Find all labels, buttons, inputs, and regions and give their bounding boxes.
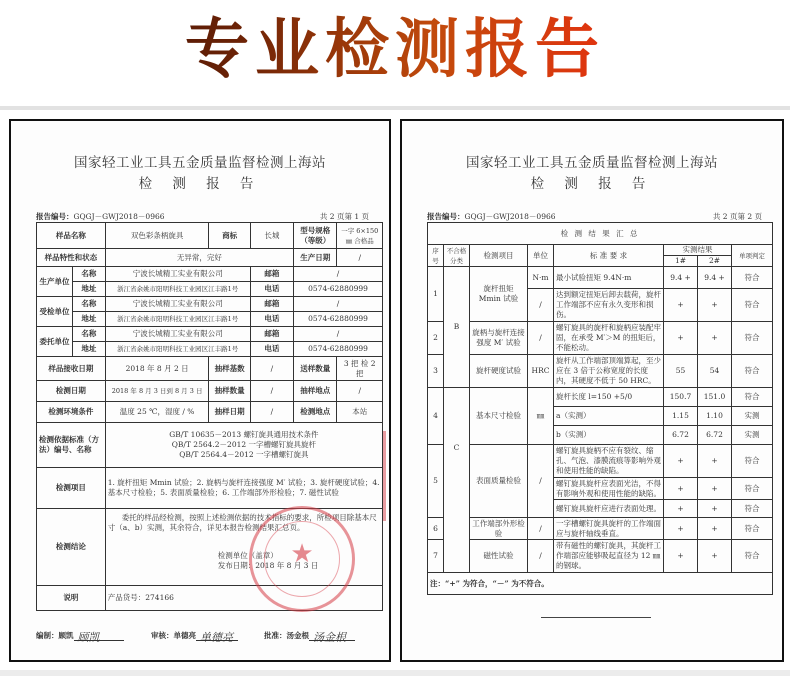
client-name: 宁波长城精工实业有限公司: [105, 327, 250, 342]
table-row: a（实测） 1.15 1.10 实测: [428, 407, 773, 426]
state-label: 样品特性和状态: [37, 249, 106, 267]
producer-address: 浙江省余姚市阳明科技工业园区江丰路1号: [105, 282, 250, 297]
table-note: 注：“+” 为符合，“－” 为不符合。: [428, 573, 773, 595]
remark-label: 说明: [37, 586, 106, 611]
name-label: 名称: [72, 327, 105, 342]
org-title: 国家轻工业工具五金质量监督检测上海站: [466, 155, 718, 171]
divider: [0, 106, 790, 110]
sample-name-label: 样品名称: [37, 223, 106, 249]
sample-date: /: [250, 402, 293, 423]
inspected-label: 受检单位: [37, 297, 73, 327]
approved-by: 批准：汤金根 汤金根: [264, 629, 355, 641]
signature: 汤金根: [309, 629, 355, 641]
divider: [541, 617, 651, 618]
recv-date-label: 样品接收日期: [37, 357, 106, 381]
client-postcode: /: [294, 327, 383, 342]
client-address: 浙江省余姚市阳明科技工业园区江丰路1号: [105, 342, 250, 357]
reviewed-by: 审核：单德亮 单德亮: [151, 629, 238, 641]
table-row: 6 工作端部外形检验 / 一字槽螺钉旋具旋杆的工作端面应与旋杆轴线垂直。 + + 符合: [428, 518, 773, 540]
official-seal: [249, 506, 355, 612]
sent-qty: 3 把 检 2 把: [337, 357, 383, 381]
standard-item: QB/T 2564.2－2012 一字槽螺钉旋具旋杆: [171, 440, 317, 449]
postcode-label: 邮箱: [250, 267, 293, 282]
header-measured: 实测结果: [664, 245, 732, 256]
table-row: 7 磁性试验 / 带有磁性的螺钉旋具，其旋杆工作端部应能够吸起直径为 12 ㎜ 的钢球。 + + 符合: [428, 540, 773, 573]
producer-postcode: /: [294, 267, 383, 282]
items-label: 检测项目: [37, 468, 106, 509]
report-number: 报告编号：GQGJ－GWJ2018－0966: [427, 212, 556, 221]
sample-place: /: [337, 381, 383, 402]
sample-place-label: 抽样地点: [294, 381, 337, 402]
env-label: 检测环境条件: [37, 402, 106, 423]
report-page-1: [9, 119, 391, 662]
inspected-phone: 0574-62880999: [294, 312, 383, 327]
class-b: B: [444, 267, 470, 388]
header-class: 不合格分类: [444, 245, 470, 267]
phone-label: 电话: [250, 342, 293, 357]
table-row: 螺钉旋具旋杆应进行表面处理。 + + 符合: [428, 500, 773, 518]
signature: 顾凯: [74, 629, 124, 641]
test-place: 本站: [337, 402, 383, 423]
header-unit: 单位: [528, 245, 554, 267]
producer-name: 宁波长城精工实业有限公司: [105, 267, 250, 282]
model-label: 型号规格（等级）: [294, 223, 337, 249]
report-page-2: [400, 119, 784, 662]
doc-title: 检 测 报 告: [138, 176, 262, 192]
table-row: b（实测） 6.72 6.72 实测: [428, 426, 773, 445]
star-icon: ★: [290, 539, 314, 569]
issuer: 检测单位（盖章）: [217, 551, 278, 560]
header-seq: 序号: [428, 245, 444, 267]
inspected-address: 浙江省余姚市阳明科技工业园区江丰路1号: [105, 312, 250, 327]
postcode-label: 邮箱: [250, 327, 293, 342]
banner: [0, 0, 790, 106]
issue-date: 发布日期：2018 年 8 月 3 日: [217, 561, 319, 570]
prepared-by: 编制：顾凯 顾凯: [36, 629, 124, 641]
org-title: 国家轻工业工具五金质量监督检测上海站: [74, 155, 326, 171]
sample-date-label: 抽样日期: [209, 402, 250, 423]
recv-date: 2018 年 8 月 2 日: [105, 357, 209, 381]
banner-title: 专业检测报告: [0, 14, 790, 86]
table-row: 5 表面质量检验 / 螺钉旋具旋柄不应有裂纹、缩孔、气泡、漆膜流痕等影响外观和使用性能的缺陷。 + + 符合: [428, 445, 773, 478]
state: 无异常，完好: [105, 249, 293, 267]
remark: 产品货号：274166: [105, 586, 382, 611]
table-row: 2 旋柄与旋杆连接强度 M′ 试验 / 螺钉旋具的旋杆和旋柄应装配牢固，在承受 M′＞M 的扭矩后，不能松动。 + + 符合: [428, 322, 773, 355]
results-summary-table: [427, 222, 773, 595]
class-c: C: [444, 388, 470, 573]
header-m1: 1#: [664, 256, 698, 267]
address-label: 地址: [72, 312, 105, 327]
standards: [105, 423, 382, 468]
model: 一字 6×150 ㎜ 合格品: [337, 223, 383, 249]
conclusion-label: 检测结论: [37, 509, 106, 586]
seal-edge: [383, 431, 391, 521]
name-label: 名称: [72, 297, 105, 312]
report-number: 报告编号：GQGJ－GWJ2018－0966: [36, 212, 165, 221]
inspected-postcode: /: [294, 297, 383, 312]
test-date: 2018 年 8 月 3 日到 8 月 3 日: [105, 381, 209, 402]
header-item: 检测项目: [470, 245, 528, 267]
conclusion: 委托的样品经检测，按照上述检测依据的技术指标的要求，所检项目除基本尺寸（a、b）实测，其余符合，详见本报告检测结果汇总页。 检测单位（盖章） 发布日期：2018 年 8 月 3 日: [105, 509, 382, 586]
prod-date-label: 生产日期: [294, 249, 337, 267]
table-row: / 达到额定扭矩后卸去载荷，旋杆工作端部不应有永久变形和损伤。 + + 符合: [428, 289, 773, 322]
prod-date: /: [337, 249, 383, 267]
test-place-label: 检测地点: [294, 402, 337, 423]
brand: 长城: [250, 223, 293, 249]
header-verdict: 单项判定: [732, 245, 773, 267]
table-row: 螺钉旋具旋杆应表面光洁，不得有影响外观和使用性能的缺陷。 + + 符合: [428, 478, 773, 500]
client-label: 委托单位: [37, 327, 73, 357]
sample-base-label: 抽样基数: [209, 357, 250, 381]
sent-qty-label: 送样数量: [294, 357, 337, 381]
brand-label: 商标: [209, 223, 250, 249]
env: 温度 25 ℃，湿度 / %: [105, 402, 209, 423]
standard-label: 检测依据标准（方法）编号、名称: [37, 423, 106, 468]
table-row: 4 C 基本尺寸检验 ㎜ 旋杆长度 l=150 +5/0 150.7 151.0 符合: [428, 388, 773, 407]
client-phone: 0574-62880999: [294, 342, 383, 357]
standard-item: GB/T 10635－2013 螺钉旋具通用技术条件: [169, 430, 319, 439]
signature: 单德亮: [196, 629, 238, 641]
table-row: 3 旋杆硬度试验 HRC 旋杆从工作端部顶端算起，至少应在 3 倍于公称宽度的长度内，其硬度不低于 50 HRC。 55 54 符合: [428, 355, 773, 388]
name-label: 名称: [72, 267, 105, 282]
doc-title: 检 测 报 告: [530, 176, 654, 192]
postcode-label: 邮箱: [250, 297, 293, 312]
producer-phone: 0574-62880999: [294, 282, 383, 297]
divider: [0, 670, 790, 676]
page-info: 共 2 页第 2 页: [712, 212, 762, 221]
standard-item: QB/T 2564.4－2012 一字槽螺钉旋具: [179, 450, 309, 459]
producer-label: 生产单位: [37, 267, 73, 297]
header-requirement: 标 准 要 求: [554, 245, 664, 267]
sample-name: 双色彩条柄旋具: [105, 223, 209, 249]
table-row: 1 B 旋杆扭矩 Mmin 试验 N·m 最小试验扭矩 9.4N·m 9.4 + 9.4 + 符合: [428, 267, 773, 289]
items: 1. 旋杆扭矩 Mmin 试验；2. 旋柄与旋杆连接强度 M′ 试验；3. 旋杆硬度试验；4. 基本尺寸检验；5. 表面质量检验；6. 工作端部外形检验；7. 磁性试验: [105, 468, 382, 509]
page-info: 共 2 页第 1 页: [319, 212, 369, 221]
phone-label: 电话: [250, 282, 293, 297]
address-label: 地址: [72, 342, 105, 357]
sample-qty: /: [250, 381, 293, 402]
header-m2: 2#: [698, 256, 732, 267]
inspected-name: 宁波长城精工实业有限公司: [105, 297, 250, 312]
sample-qty-label: 抽样数量: [209, 381, 250, 402]
address-label: 地址: [72, 282, 105, 297]
table-title: 检 测 结 果 汇 总: [428, 223, 773, 245]
test-date-label: 检测日期: [37, 381, 106, 402]
sample-base: /: [250, 357, 293, 381]
phone-label: 电话: [250, 312, 293, 327]
